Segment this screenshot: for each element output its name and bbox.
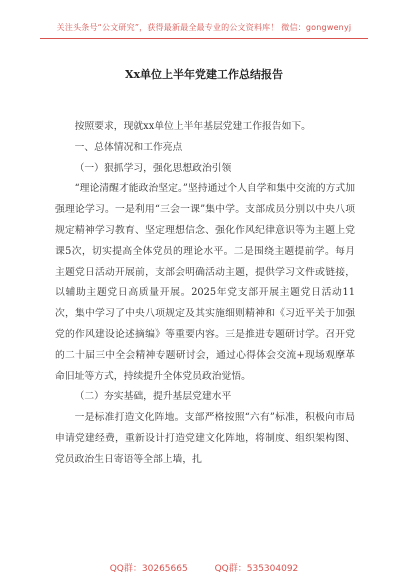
header-divider xyxy=(40,38,368,39)
document-body xyxy=(55,117,355,471)
subsection-heading-1: （一）狠抓学习，强化思想政治引领 xyxy=(74,162,232,174)
section-heading-1: 一、总体情况和工作亮点 xyxy=(74,141,183,153)
subsection-heading-2: （二）夯实基础，提升基层党建水平 xyxy=(74,391,232,403)
footer-qq-group-2: QQ群：535304092 xyxy=(214,564,299,574)
document-title: Xx单位上半年党建工作总结报告 xyxy=(124,68,284,81)
intro-paragraph: 按照要求，现就xx单位上半年基层党建工作报告如下。 xyxy=(74,121,311,132)
body-paragraph-1: “理论清醒才能政治坚定。”坚持通过个人自学和集中交流的方式加强理论学习。一是利用“三会一课”集中学。支部成员分别以中央八项规定精神学习教育、坚定理想信念、强化作风纪律意识等为主题上党课5次，切实提高全体党员的理论水平。二是围绕主题提前学。每月主题党日活动开展前，支部会明确活动主题，提供学习文件或链接，以辅助主题党日高质量开展。2025年党支部开展主题党日活动11次，集中学习了中央八项规定及其实施细则精神和《习近平关于加强党的作风建设论述摘编》等重要内容。三是推进专题研讨学。召开党的二十届三中全会精神专题研讨会，通过心得体会交流+现场观摩革命旧址等方式，持续提升全体党员政治觉悟。 xyxy=(55,183,355,382)
footer xyxy=(0,561,408,574)
header-banner: 关注头条号“公文研究”，获得最新最全最专业的公文资料库！ 微信：gongwenyj xyxy=(56,23,352,32)
body-paragraph-2: 一是标准打造文化阵地。支部严格按照“六有”标准，积极向市局申请党建经费，重新设计打造党建文化阵地，将制度、组织架构图、党员政治生日寄语等全部上墙，扎 xyxy=(55,412,355,465)
footer-qq-group-1: QQ群：30265665 xyxy=(109,564,188,574)
